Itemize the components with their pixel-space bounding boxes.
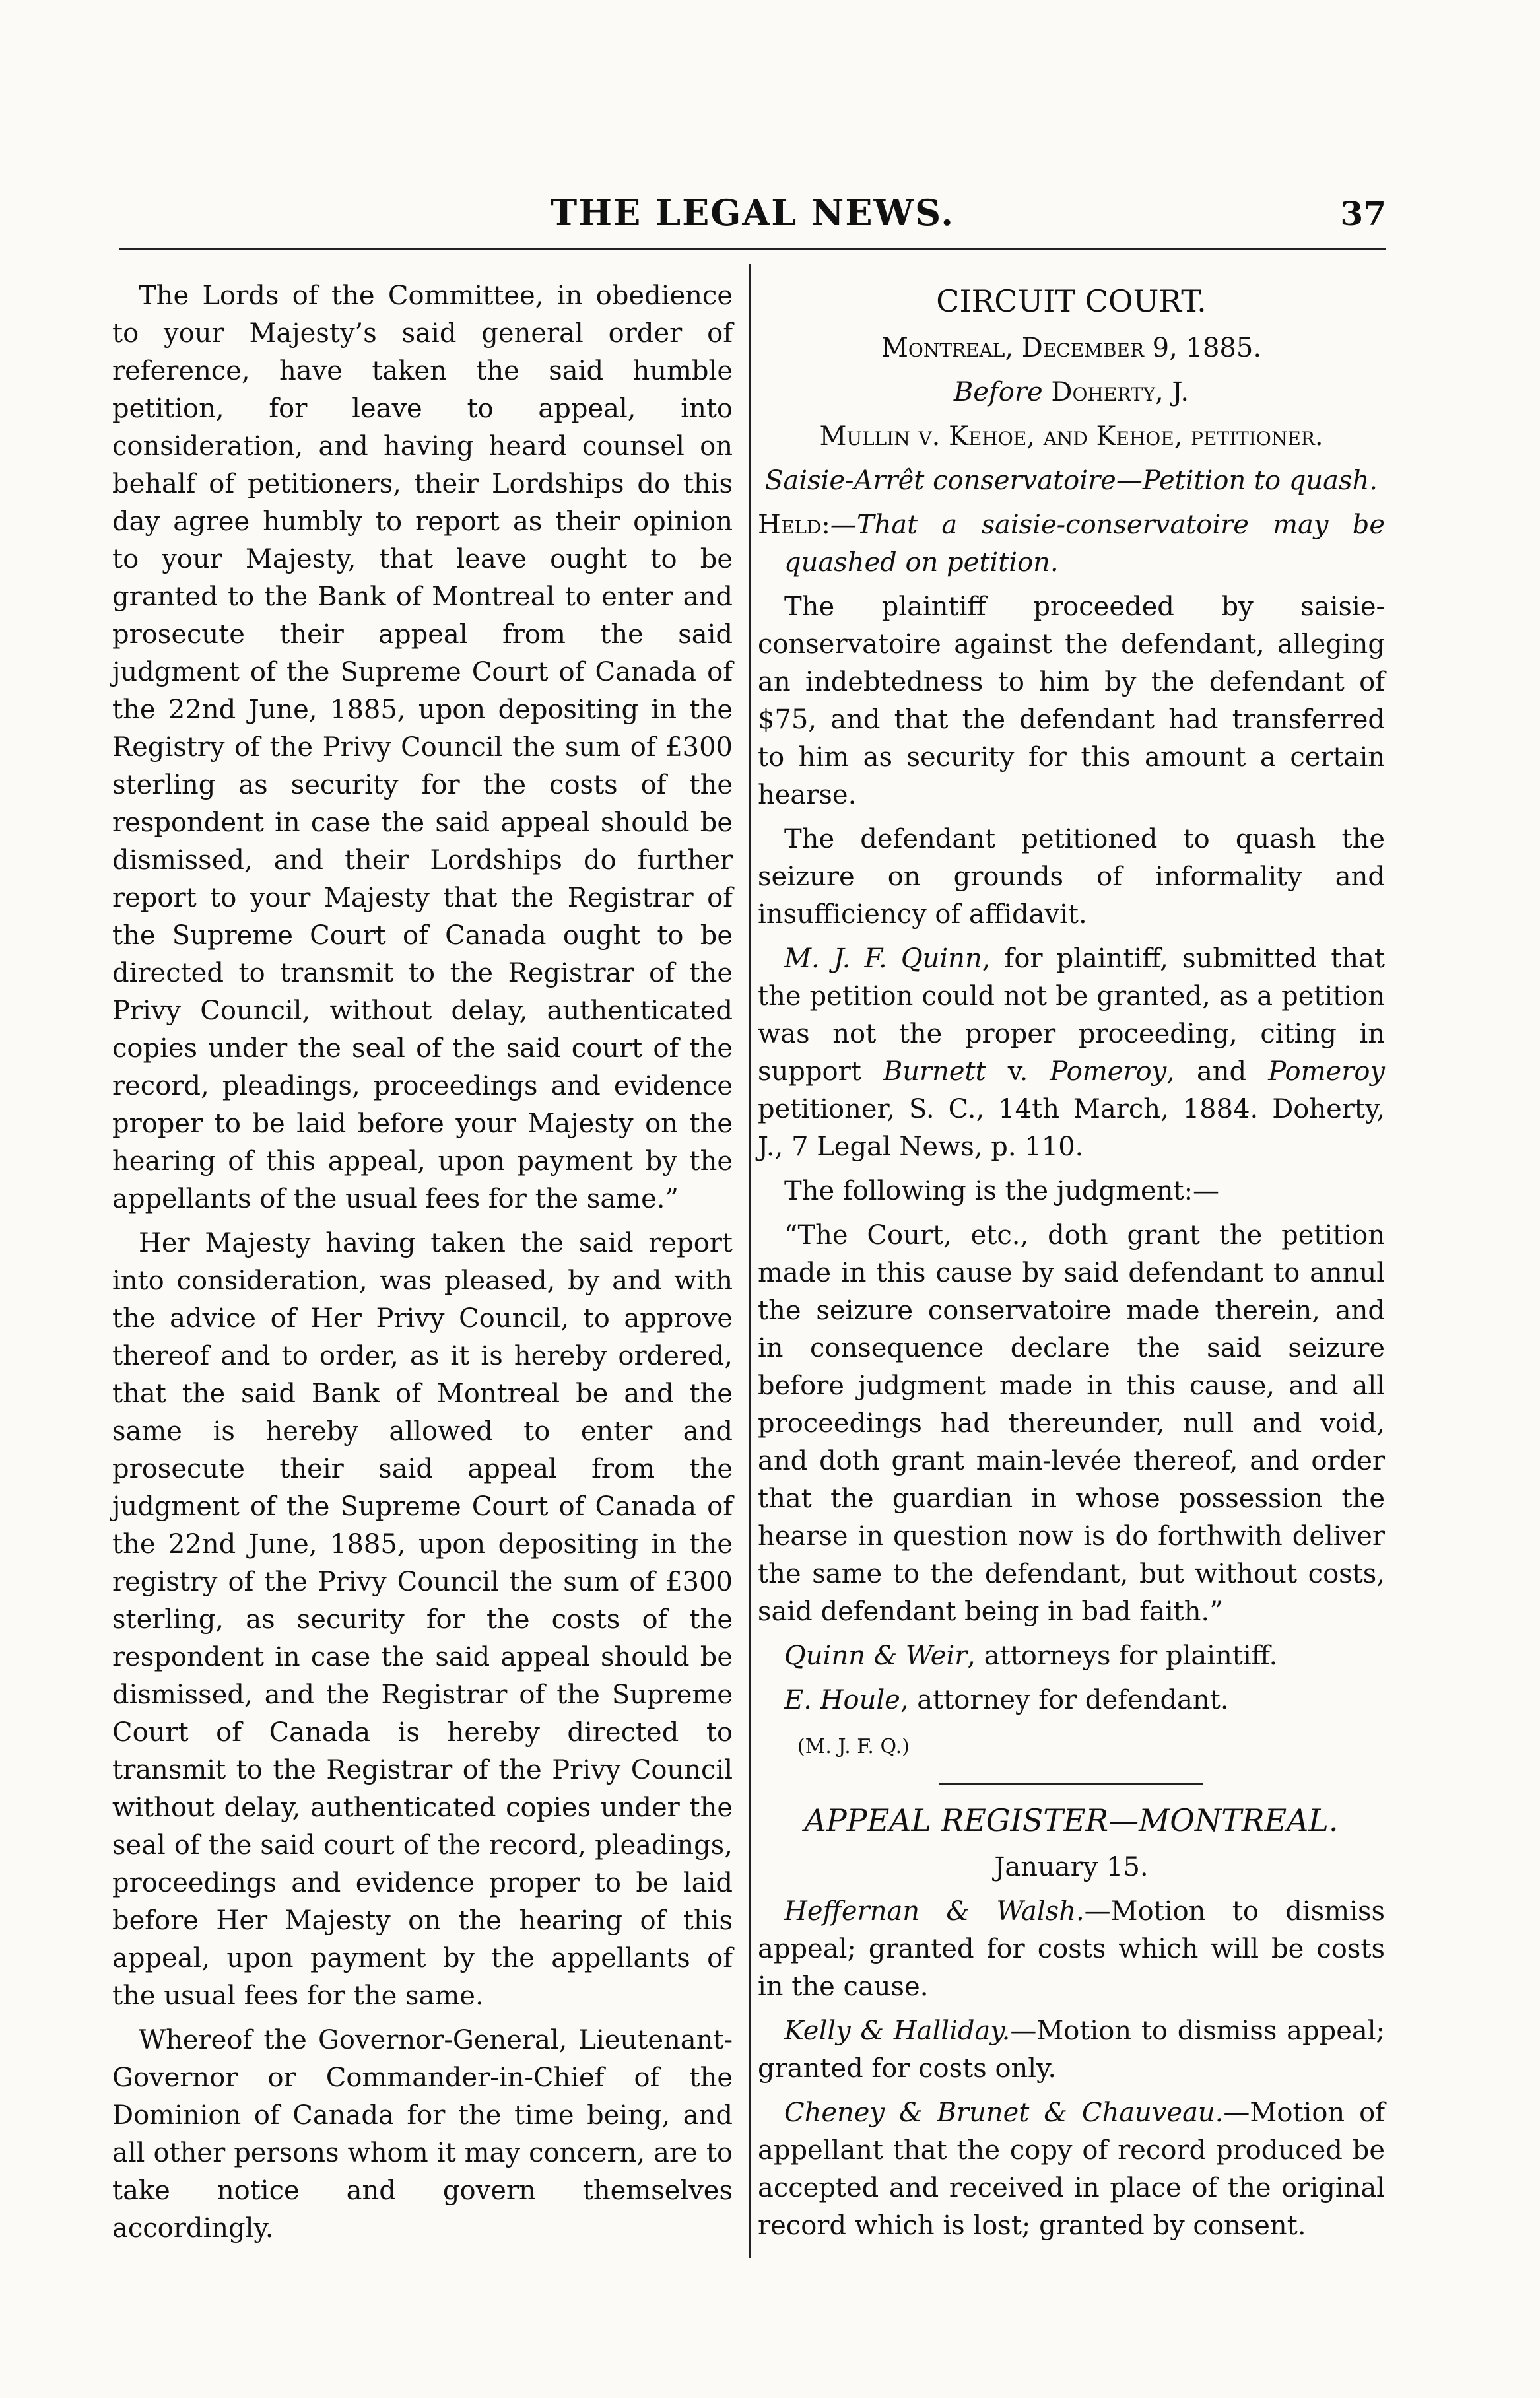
right-column bbox=[758, 277, 1385, 2251]
right-paragraph-5: “The Court, etc., doth grant the petition made in this cause by said defendant to annul the seizure conservatoire made therein, and in consequence declare the said seizure before judgment made in this cause, and all proceedings had thereunder, null and void, and doth grant main-levée thereof, and order that the guardian in whose possession the hearse in question now is do forthwith deliver the same to the defendant, but without costs, said defendant being in bad faith.” bbox=[758, 1220, 1385, 1627]
entry-3-text: —Motion of appellant that the copy of record produced be accepted and received in place of the original record which is lost; granted by consent. bbox=[758, 2098, 1386, 2241]
place-date bbox=[758, 329, 1385, 367]
appeal-entry-1 bbox=[758, 1893, 1385, 2006]
reporter-initials-line bbox=[758, 1726, 1385, 1765]
attorney-2-name: E. Houle bbox=[784, 1685, 900, 1715]
appeal-register-title: APPEAL REGISTER—MONTREAL. bbox=[804, 1802, 1339, 1838]
before-line bbox=[758, 374, 1385, 411]
circuit-court-heading: CIRCUIT COURT. bbox=[936, 283, 1207, 319]
case-title: Mullin v. Kehoe, and Kehoe, petitioner. bbox=[819, 421, 1323, 452]
held-line bbox=[758, 506, 1385, 582]
page-header bbox=[119, 185, 1386, 244]
attorney-1-name: Quinn & Weir bbox=[784, 1641, 968, 1671]
attorney-line-1 bbox=[758, 1637, 1385, 1675]
case-name-3: Pomeroy bbox=[1268, 1056, 1385, 1087]
para3-v: v. bbox=[986, 1056, 1050, 1087]
appeal-entry-2 bbox=[758, 2012, 1385, 2088]
case-name-1: Burnett bbox=[883, 1056, 986, 1087]
left-paragraph-1: The Lords of the Committee, in obedience to your Majesty’s said general order of reference, have taken the said humble petition, for leave to appeal, into consideration, and having heard counsel on behalf of petitioners, their Lordships do this day agree humbly to report as their opinion to your Majesty, that leave ought to be granted to the Bank of Montreal to enter and prosecute their appeal from the said judgment of the Supreme Court of Canada of the 22nd June, 1885, upon depositing in the Registry of the Privy Council the sum of £300 sterling as security for the costs of the respondent in case the said appeal should be dismissed, and their Lordships do further report to your Majesty that the Registrar of the Supreme Court of Canada ought to be directed to transmit to the Registrar of the Privy Council, without delay, authenticated copies under the seal of the said court of the record, pleadings, proceedings and evidence proper to be laid before your Majesty on the hearing of this appeal, upon payment by the appellants of the usual fees for the same.” bbox=[112, 281, 733, 1214]
counsel-name: M. J. F. Quinn bbox=[784, 943, 982, 974]
right-paragraph-3 bbox=[758, 940, 1385, 1166]
right-paragraph-1: The plaintiff proceeded by saisie-conservatoire against the defendant, alleging an indebtedness to him by the defendant of $75, and that the defendant had transferred to him as security for this amount a certain hearse. bbox=[758, 592, 1385, 810]
right-paragraph-2: The defendant petitioned to quash the seizure on grounds of informality and insufficiency of affidavit. bbox=[758, 824, 1385, 930]
para3-text-a: , for plaintiff, submitted that the petition could not be granted, as a petition was not the proper proceeding, citing in support bbox=[758, 943, 1385, 1087]
entry-2-case: Kelly & Halliday. bbox=[784, 2016, 1011, 2046]
attorney-2-role: , attorney for defendant. bbox=[900, 1685, 1229, 1715]
place-date-text: Montreal, December 9, 1885. bbox=[881, 333, 1262, 363]
left-column bbox=[112, 277, 733, 2254]
left-paragraph-3: Whereof the Governor-General, Lieutenant-Governor or Commander-in-Chief of the Dominion of Canada for the time being, and all other persons whom it may concern, are to take notice and govern themselves accordingly. bbox=[112, 2025, 733, 2244]
left-paragraph-2: Her Majesty having taken the said report into consideration, was pleased, by and with the advice of Her Privy Council, to approve thereof and to order, as it is hereby ordered, that the said Bank of Montreal be and the same is hereby allowed to enter and prosecute their said appeal from the judgment of the Supreme Court of Canada of the 22nd June, 1885, upon depositing in the registry of the Privy Council the sum of £300 sterling, as security for the costs of the respondent in case the said appeal should be dismissed, and the Registrar of the Supreme Court of Canada is hereby directed to transmit to the Registrar of the Privy Council without delay, authenticated copies under the seal of the said court of the record, pleadings, proceedings and evidence proper to be laid before Her Majesty on the hearing of this appeal, upon payment by the appellants of the usual fees for the same. bbox=[112, 1228, 733, 2011]
subject-line bbox=[758, 462, 1385, 500]
attorney-line-2 bbox=[758, 1682, 1385, 1719]
entry-1-text: —Motion to dismiss appeal; granted for costs which will be costs in the cause. bbox=[758, 1896, 1385, 2002]
subject-text: Saisie-Arrêt conservatoire—Petition to quash. bbox=[764, 465, 1378, 496]
entry-1-case: Heffernan & Walsh. bbox=[784, 1896, 1085, 1927]
right-paragraph-4: The following is the judgment:— bbox=[784, 1176, 1220, 1206]
case-name-2: Pomeroy bbox=[1050, 1056, 1167, 1087]
page-number: 37 bbox=[1340, 194, 1386, 233]
entry-2-text: —Motion to dismiss appeal; granted for costs only. bbox=[758, 2016, 1385, 2084]
judge-name: Doherty, J. bbox=[1051, 377, 1189, 407]
appeal-register-heading bbox=[758, 1802, 1385, 1839]
journal-title: THE LEGAL NEWS. bbox=[550, 191, 955, 234]
appeal-entry-3 bbox=[758, 2094, 1385, 2245]
before-word: Before bbox=[953, 377, 1043, 407]
held-text: —That a saisie-conservatoire may be quashed on petition. bbox=[784, 510, 1385, 578]
para3-text-b: petitioner, S. C., 14th March, 1884. Doherty, J., 7 Legal News, p. 110. bbox=[758, 1094, 1385, 1162]
entry-3-case: Cheney & Brunet & Chauveau. bbox=[784, 2098, 1224, 2128]
header-rule bbox=[119, 248, 1386, 250]
reporter-initials: (M. J. F. Q.) bbox=[797, 1735, 910, 1758]
column-divider bbox=[749, 264, 751, 2258]
held-label: Held: bbox=[758, 510, 830, 540]
attorney-1-role: , attorneys for plaintiff. bbox=[967, 1641, 1278, 1671]
para3-and: , and bbox=[1166, 1056, 1269, 1087]
section-separator bbox=[939, 1783, 1203, 1785]
appeal-date: January 15. bbox=[994, 1852, 1149, 1882]
